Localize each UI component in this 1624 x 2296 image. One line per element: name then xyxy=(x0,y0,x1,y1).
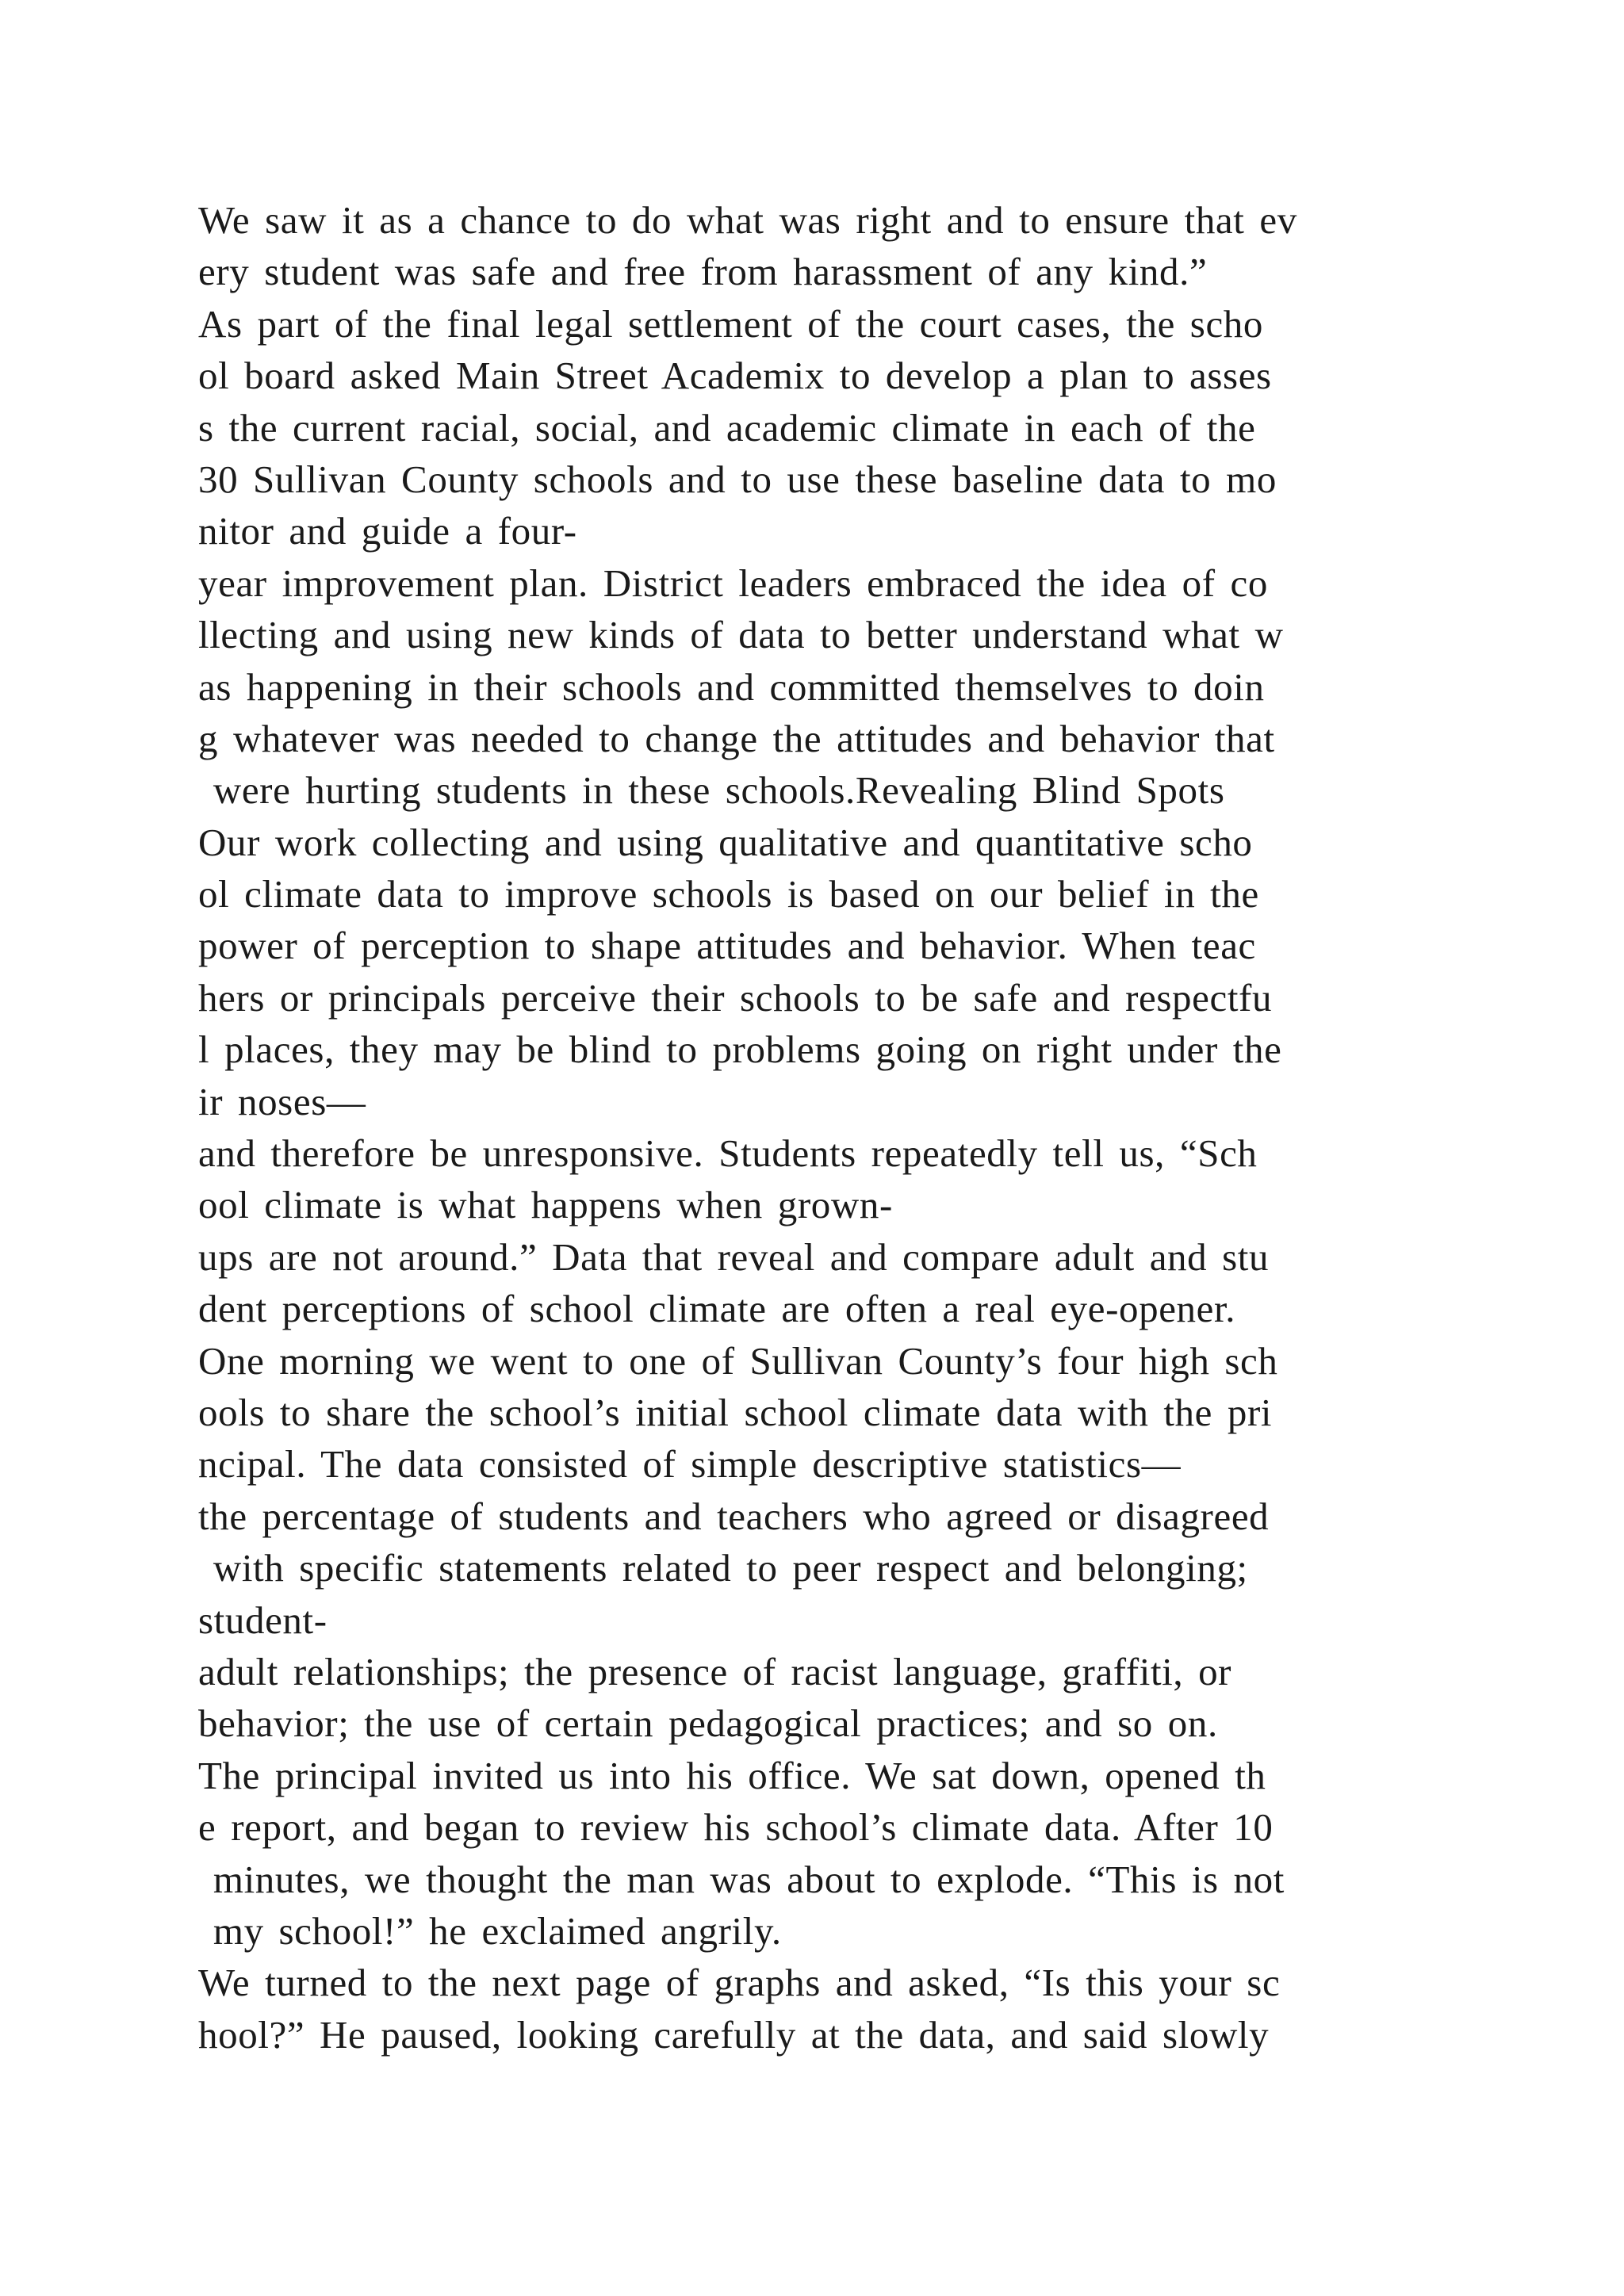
text-line: as happening in their schools and committed themselves to doin xyxy=(198,664,1265,709)
body-text xyxy=(198,194,1435,2061)
text-line: year improvement plan. District leaders embraced the idea of co xyxy=(198,561,1268,605)
text-line: ool climate is what happens when grown- xyxy=(198,1183,893,1227)
text-line: ncipal. The data consisted of simple descriptive statistics— xyxy=(198,1442,1182,1487)
text-line: We saw it as a chance to do what was right and to ensure that ev xyxy=(198,198,1297,242)
text-line: s the current racial, social, and academic climate in each of the xyxy=(198,405,1256,450)
text-line: ery student was safe and free from harassment of any kind.” xyxy=(198,250,1208,294)
text-line: minutes, we thought the man was about to explode. “This is not xyxy=(198,1857,1285,1901)
text-line: hers or principals perceive their schools to be safe and respectfu xyxy=(198,975,1273,1020)
text-line: One morning we went to one of Sullivan County’s four high sch xyxy=(198,1338,1278,1383)
text-line: g whatever was needed to change the attitudes and behavior that xyxy=(198,716,1275,760)
text-line: with specific statements related to peer respect and belonging; xyxy=(198,1546,1248,1590)
text-line: ools to share the school’s initial school climate data with the pri xyxy=(198,1390,1273,1434)
text-line: ups are not around.” Data that reveal and compare adult and stu xyxy=(198,1234,1270,1279)
text-line: my school!” he exclaimed angrily. xyxy=(198,1908,782,1953)
text-line: The principal invited us into his office. We sat down, opened th xyxy=(198,1753,1266,1797)
text-line: nitor and guide a four- xyxy=(198,509,577,553)
text-line: behavior; the use of certain pedagogical practices; and so on. xyxy=(198,1701,1218,1746)
text-line: e report, and began to review his school’s climate data. After 10 xyxy=(198,1805,1274,1850)
text-line: dent perceptions of school climate are often a real eye-opener. xyxy=(198,1287,1236,1331)
text-line: the percentage of students and teachers who agreed or disagreed xyxy=(198,1494,1270,1538)
text-line: student- xyxy=(198,1598,327,1642)
text-line: As part of the final legal settlement of the court cases, the scho xyxy=(198,301,1263,346)
text-line: were hurting students in these schools.Revealing Blind Spots xyxy=(198,768,1225,813)
text-line: hool?” He paused, looking carefully at the data, and said slowly xyxy=(198,2012,1270,2057)
text-line: We turned to the next page of graphs and asked, “Is this your sc xyxy=(198,1961,1281,2005)
text-line: adult relationships; the presence of racist language, graffiti, or xyxy=(198,1649,1232,1693)
text-line: ir noses— xyxy=(198,1079,366,1123)
text-line: and therefore be unresponsive. Students repeatedly tell us, “Sch xyxy=(198,1131,1258,1176)
text-line: ol board asked Main Street Academix to develop a plan to asses xyxy=(198,354,1272,398)
text-line: 30 Sullivan County schools and to use these baseline data to mo xyxy=(198,457,1277,501)
text-line: Our work collecting and using qualitative and quantitative scho xyxy=(198,820,1253,864)
text-line: llecting and using new kinds of data to better understand what w xyxy=(198,613,1284,657)
text-line: l places, they may be blind to problems going on right under the xyxy=(198,1027,1282,1072)
text-line: ol climate data to improve schools is based on our belief in the xyxy=(198,872,1259,916)
text-line: power of perception to shape attitudes and behavior. When teac xyxy=(198,924,1256,968)
